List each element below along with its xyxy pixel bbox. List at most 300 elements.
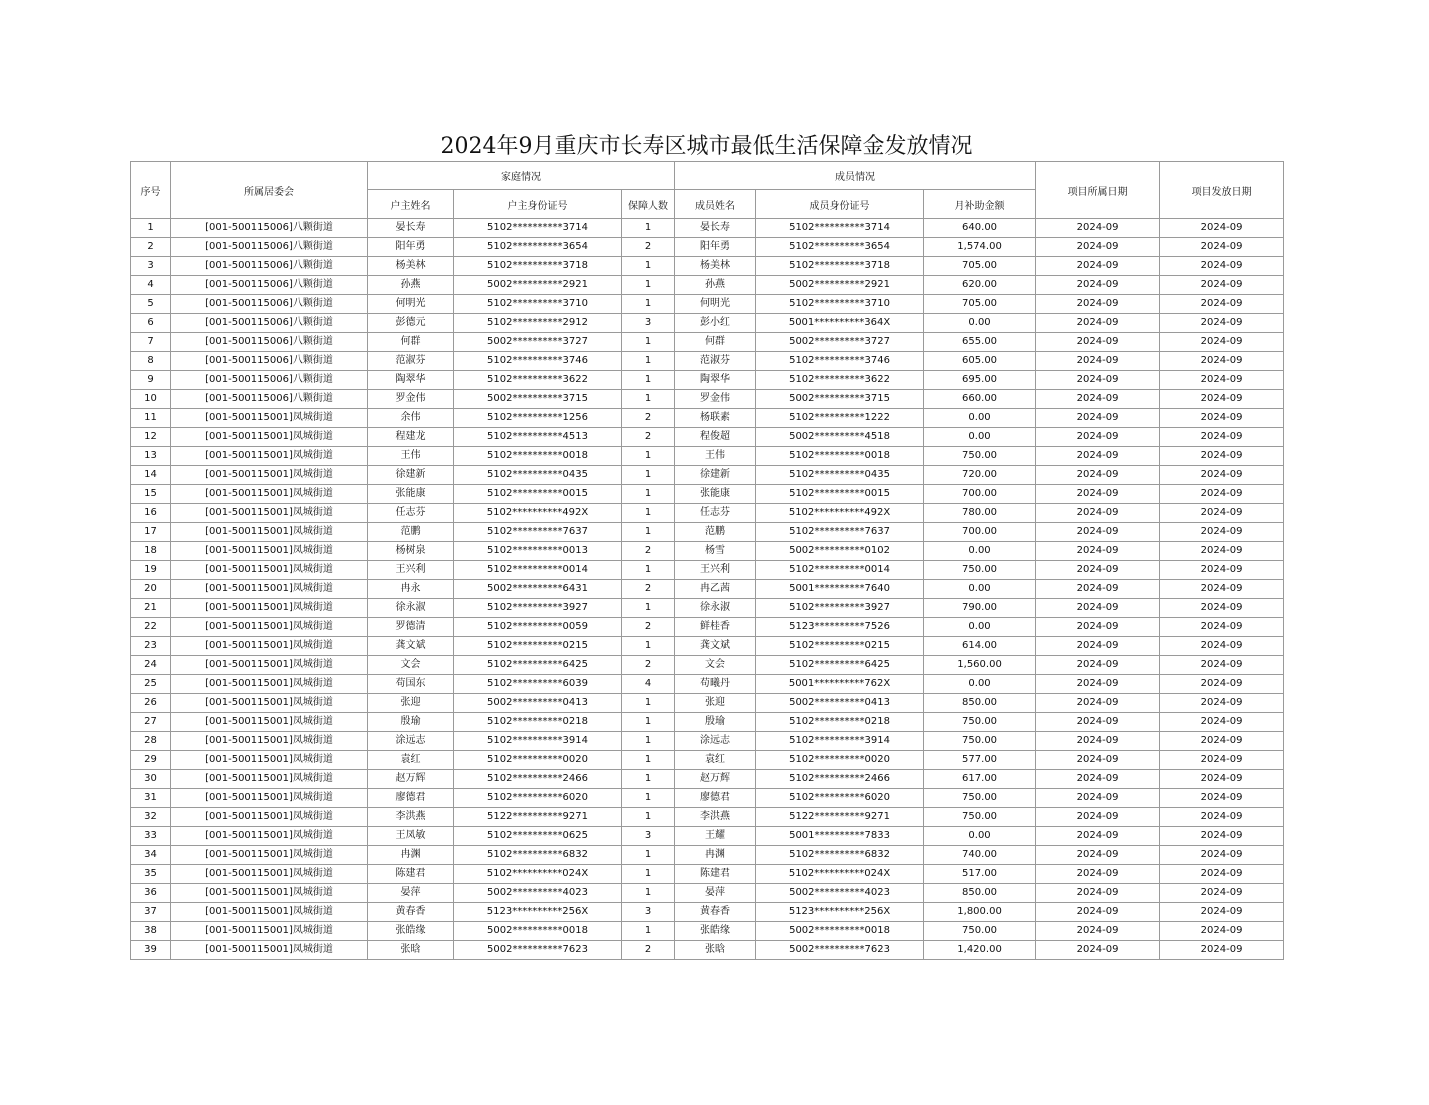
cell-count: 1 xyxy=(622,447,675,466)
cell-project-date: 2024-09 xyxy=(1036,827,1160,846)
cell-issue-date: 2024-09 xyxy=(1160,675,1284,694)
cell-issue-date: 2024-09 xyxy=(1160,865,1284,884)
cell-issue-date: 2024-09 xyxy=(1160,219,1284,238)
cell-seq: 11 xyxy=(131,409,171,428)
cell-member-id: 5002**********0102 xyxy=(756,542,924,561)
cell-count: 1 xyxy=(622,599,675,618)
cell-amount: 790.00 xyxy=(924,599,1036,618)
cell-member-id: 5002**********3715 xyxy=(756,390,924,409)
cell-issue-date: 2024-09 xyxy=(1160,618,1284,637)
cell-amount: 0.00 xyxy=(924,618,1036,637)
cell-issue-date: 2024-09 xyxy=(1160,694,1284,713)
header-seq: 序号 xyxy=(131,162,171,219)
cell-count: 1 xyxy=(622,694,675,713)
table-row xyxy=(131,922,1284,941)
cell-member-id: 5102**********3622 xyxy=(756,371,924,390)
cell-issue-date: 2024-09 xyxy=(1160,827,1284,846)
cell-count: 2 xyxy=(622,428,675,447)
cell-amount: 850.00 xyxy=(924,884,1036,903)
table-row xyxy=(131,656,1284,675)
cell-committee: [001-500115001]凤城街道 xyxy=(171,428,368,447)
table-row xyxy=(131,713,1284,732)
cell-amount: 1,560.00 xyxy=(924,656,1036,675)
cell-member-id: 5102**********3746 xyxy=(756,352,924,371)
cell-head-name: 殷瑜 xyxy=(368,713,454,732)
cell-member-id: 5102**********0015 xyxy=(756,485,924,504)
cell-count: 1 xyxy=(622,390,675,409)
cell-committee: [001-500115001]凤城街道 xyxy=(171,846,368,865)
header-committee: 所属居委会 xyxy=(171,162,368,219)
cell-project-date: 2024-09 xyxy=(1036,637,1160,656)
cell-member-name: 杨美林 xyxy=(675,257,756,276)
cell-member-id: 5123**********7526 xyxy=(756,618,924,637)
cell-member-name: 杨联素 xyxy=(675,409,756,428)
cell-issue-date: 2024-09 xyxy=(1160,808,1284,827)
cell-committee: [001-500115001]凤城街道 xyxy=(171,903,368,922)
cell-amount: 780.00 xyxy=(924,504,1036,523)
cell-committee: [001-500115001]凤城街道 xyxy=(171,542,368,561)
cell-head-name: 涂远志 xyxy=(368,732,454,751)
cell-seq: 25 xyxy=(131,675,171,694)
table-row xyxy=(131,808,1284,827)
cell-issue-date: 2024-09 xyxy=(1160,884,1284,903)
cell-member-id: 5102**********0018 xyxy=(756,447,924,466)
cell-head-id: 5002**********3715 xyxy=(454,390,622,409)
cell-issue-date: 2024-09 xyxy=(1160,257,1284,276)
cell-project-date: 2024-09 xyxy=(1036,884,1160,903)
cell-issue-date: 2024-09 xyxy=(1160,276,1284,295)
table-row xyxy=(131,409,1284,428)
cell-issue-date: 2024-09 xyxy=(1160,770,1284,789)
cell-head-name: 王兴利 xyxy=(368,561,454,580)
cell-count: 1 xyxy=(622,352,675,371)
cell-committee: [001-500115001]凤城街道 xyxy=(171,751,368,770)
cell-committee: [001-500115006]八颗街道 xyxy=(171,295,368,314)
cell-issue-date: 2024-09 xyxy=(1160,523,1284,542)
cell-amount: 0.00 xyxy=(924,314,1036,333)
cell-head-id: 5102**********0215 xyxy=(454,637,622,656)
cell-member-id: 5002**********0018 xyxy=(756,922,924,941)
cell-member-id: 5102**********7637 xyxy=(756,523,924,542)
cell-head-name: 黄春香 xyxy=(368,903,454,922)
cell-seq: 3 xyxy=(131,257,171,276)
cell-count: 2 xyxy=(622,580,675,599)
table-row xyxy=(131,371,1284,390)
cell-member-name: 张晗 xyxy=(675,941,756,960)
cell-head-id: 5102**********1256 xyxy=(454,409,622,428)
cell-head-id: 5102**********6832 xyxy=(454,846,622,865)
cell-count: 2 xyxy=(622,941,675,960)
cell-issue-date: 2024-09 xyxy=(1160,314,1284,333)
cell-head-name: 余伟 xyxy=(368,409,454,428)
cell-project-date: 2024-09 xyxy=(1036,428,1160,447)
cell-seq: 10 xyxy=(131,390,171,409)
cell-amount: 750.00 xyxy=(924,713,1036,732)
cell-amount: 577.00 xyxy=(924,751,1036,770)
cell-member-name: 李洪燕 xyxy=(675,808,756,827)
cell-issue-date: 2024-09 xyxy=(1160,846,1284,865)
cell-count: 4 xyxy=(622,675,675,694)
table-row xyxy=(131,561,1284,580)
cell-count: 2 xyxy=(622,409,675,428)
cell-head-name: 苟国东 xyxy=(368,675,454,694)
cell-project-date: 2024-09 xyxy=(1036,504,1160,523)
cell-head-id: 5102**********3622 xyxy=(454,371,622,390)
cell-head-name: 晏长寿 xyxy=(368,219,454,238)
header-head-id: 户主身份证号 xyxy=(454,190,622,219)
cell-head-name: 范淑芬 xyxy=(368,352,454,371)
cell-head-id: 5002**********4023 xyxy=(454,884,622,903)
cell-committee: [001-500115001]凤城街道 xyxy=(171,485,368,504)
cell-issue-date: 2024-09 xyxy=(1160,580,1284,599)
cell-project-date: 2024-09 xyxy=(1036,371,1160,390)
cell-project-date: 2024-09 xyxy=(1036,922,1160,941)
cell-seq: 14 xyxy=(131,466,171,485)
cell-head-name: 张晗 xyxy=(368,941,454,960)
cell-issue-date: 2024-09 xyxy=(1160,238,1284,257)
cell-member-name: 冉乙茜 xyxy=(675,580,756,599)
cell-amount: 705.00 xyxy=(924,295,1036,314)
cell-count: 1 xyxy=(622,561,675,580)
cell-count: 3 xyxy=(622,314,675,333)
table-row xyxy=(131,352,1284,371)
cell-member-id: 5102**********3710 xyxy=(756,295,924,314)
table-header xyxy=(131,162,1284,219)
cell-count: 1 xyxy=(622,466,675,485)
header-amount: 月补助金额 xyxy=(924,190,1036,219)
table-row xyxy=(131,447,1284,466)
cell-committee: [001-500115001]凤城街道 xyxy=(171,447,368,466)
cell-head-name: 晏萍 xyxy=(368,884,454,903)
cell-member-name: 王耀 xyxy=(675,827,756,846)
cell-committee: [001-500115001]凤城街道 xyxy=(171,865,368,884)
cell-project-date: 2024-09 xyxy=(1036,751,1160,770)
cell-seq: 19 xyxy=(131,561,171,580)
table-row xyxy=(131,675,1284,694)
table-row xyxy=(131,523,1284,542)
cell-issue-date: 2024-09 xyxy=(1160,295,1284,314)
cell-member-id: 5002**********4023 xyxy=(756,884,924,903)
cell-seq: 2 xyxy=(131,238,171,257)
cell-count: 1 xyxy=(622,295,675,314)
cell-issue-date: 2024-09 xyxy=(1160,447,1284,466)
cell-head-id: 5002**********6431 xyxy=(454,580,622,599)
cell-issue-date: 2024-09 xyxy=(1160,561,1284,580)
table-row xyxy=(131,219,1284,238)
cell-member-id: 5001**********7833 xyxy=(756,827,924,846)
cell-member-name: 殷瑜 xyxy=(675,713,756,732)
cell-issue-date: 2024-09 xyxy=(1160,637,1284,656)
cell-committee: [001-500115001]凤城街道 xyxy=(171,409,368,428)
cell-amount: 0.00 xyxy=(924,675,1036,694)
cell-committee: [001-500115006]八颗街道 xyxy=(171,390,368,409)
cell-committee: [001-500115001]凤城街道 xyxy=(171,504,368,523)
cell-head-id: 5102**********492X xyxy=(454,504,622,523)
table-row xyxy=(131,884,1284,903)
cell-member-name: 黄春香 xyxy=(675,903,756,922)
cell-issue-date: 2024-09 xyxy=(1160,409,1284,428)
cell-issue-date: 2024-09 xyxy=(1160,599,1284,618)
cell-amount: 640.00 xyxy=(924,219,1036,238)
cell-member-id: 5001**********7640 xyxy=(756,580,924,599)
header-member-name: 成员姓名 xyxy=(675,190,756,219)
cell-seq: 26 xyxy=(131,694,171,713)
cell-seq: 35 xyxy=(131,865,171,884)
cell-amount: 750.00 xyxy=(924,808,1036,827)
cell-committee: [001-500115006]八颗街道 xyxy=(171,371,368,390)
cell-member-id: 5102**********3718 xyxy=(756,257,924,276)
cell-head-name: 徐建新 xyxy=(368,466,454,485)
cell-amount: 660.00 xyxy=(924,390,1036,409)
header-project-date: 项目所属日期 xyxy=(1036,162,1160,219)
cell-member-name: 冉渊 xyxy=(675,846,756,865)
cell-committee: [001-500115006]八颗街道 xyxy=(171,352,368,371)
cell-member-name: 范鹏 xyxy=(675,523,756,542)
table-row xyxy=(131,941,1284,960)
cell-head-name: 彭德元 xyxy=(368,314,454,333)
cell-head-name: 罗金伟 xyxy=(368,390,454,409)
cell-member-name: 廖德君 xyxy=(675,789,756,808)
cell-member-id: 5102**********0435 xyxy=(756,466,924,485)
cell-head-id: 5102**********2466 xyxy=(454,770,622,789)
cell-count: 2 xyxy=(622,656,675,675)
cell-project-date: 2024-09 xyxy=(1036,675,1160,694)
cell-project-date: 2024-09 xyxy=(1036,903,1160,922)
cell-seq: 31 xyxy=(131,789,171,808)
cell-count: 1 xyxy=(622,276,675,295)
cell-head-name: 阳年勇 xyxy=(368,238,454,257)
cell-amount: 0.00 xyxy=(924,580,1036,599)
cell-committee: [001-500115006]八颗街道 xyxy=(171,276,368,295)
cell-member-name: 鲜桂香 xyxy=(675,618,756,637)
cell-amount: 0.00 xyxy=(924,827,1036,846)
cell-member-id: 5102**********2466 xyxy=(756,770,924,789)
cell-member-name: 何明光 xyxy=(675,295,756,314)
cell-count: 1 xyxy=(622,523,675,542)
cell-project-date: 2024-09 xyxy=(1036,789,1160,808)
cell-member-id: 5002**********3727 xyxy=(756,333,924,352)
cell-project-date: 2024-09 xyxy=(1036,618,1160,637)
cell-head-id: 5102**********6020 xyxy=(454,789,622,808)
table-row xyxy=(131,257,1284,276)
cell-amount: 655.00 xyxy=(924,333,1036,352)
cell-seq: 28 xyxy=(131,732,171,751)
cell-member-id: 5102**********0218 xyxy=(756,713,924,732)
cell-committee: [001-500115001]凤城街道 xyxy=(171,675,368,694)
cell-seq: 22 xyxy=(131,618,171,637)
cell-head-name: 王凤敏 xyxy=(368,827,454,846)
cell-member-id: 5102**********492X xyxy=(756,504,924,523)
cell-head-id: 5102**********0059 xyxy=(454,618,622,637)
cell-member-name: 杨雪 xyxy=(675,542,756,561)
cell-member-id: 5102**********3714 xyxy=(756,219,924,238)
cell-head-name: 赵万辉 xyxy=(368,770,454,789)
cell-committee: [001-500115001]凤城街道 xyxy=(171,523,368,542)
header-member-id: 成员身份证号 xyxy=(756,190,924,219)
cell-project-date: 2024-09 xyxy=(1036,694,1160,713)
cell-seq: 21 xyxy=(131,599,171,618)
cell-count: 1 xyxy=(622,637,675,656)
cell-project-date: 2024-09 xyxy=(1036,846,1160,865)
cell-committee: [001-500115001]凤城街道 xyxy=(171,732,368,751)
cell-member-id: 5102**********024X xyxy=(756,865,924,884)
cell-project-date: 2024-09 xyxy=(1036,276,1160,295)
cell-amount: 750.00 xyxy=(924,447,1036,466)
cell-member-id: 5102**********3927 xyxy=(756,599,924,618)
cell-project-date: 2024-09 xyxy=(1036,238,1160,257)
cell-amount: 750.00 xyxy=(924,789,1036,808)
cell-committee: [001-500115001]凤城街道 xyxy=(171,827,368,846)
cell-project-date: 2024-09 xyxy=(1036,390,1160,409)
cell-member-name: 晏长寿 xyxy=(675,219,756,238)
cell-project-date: 2024-09 xyxy=(1036,409,1160,428)
cell-project-date: 2024-09 xyxy=(1036,656,1160,675)
cell-head-name: 程建龙 xyxy=(368,428,454,447)
cell-issue-date: 2024-09 xyxy=(1160,352,1284,371)
cell-count: 2 xyxy=(622,618,675,637)
cell-count: 2 xyxy=(622,238,675,257)
cell-member-name: 王伟 xyxy=(675,447,756,466)
cell-head-id: 5102**********6425 xyxy=(454,656,622,675)
cell-seq: 7 xyxy=(131,333,171,352)
cell-head-id: 5102**********3654 xyxy=(454,238,622,257)
table-row xyxy=(131,276,1284,295)
cell-member-name: 王兴利 xyxy=(675,561,756,580)
cell-count: 1 xyxy=(622,884,675,903)
cell-head-id: 5102**********0014 xyxy=(454,561,622,580)
cell-issue-date: 2024-09 xyxy=(1160,941,1284,960)
cell-member-id: 5102**********1222 xyxy=(756,409,924,428)
cell-member-id: 5001**********364X xyxy=(756,314,924,333)
cell-committee: [001-500115006]八颗街道 xyxy=(171,314,368,333)
cell-project-date: 2024-09 xyxy=(1036,314,1160,333)
cell-amount: 0.00 xyxy=(924,542,1036,561)
cell-amount: 0.00 xyxy=(924,409,1036,428)
cell-member-id: 5123**********256X xyxy=(756,903,924,922)
table-row xyxy=(131,466,1284,485)
cell-project-date: 2024-09 xyxy=(1036,447,1160,466)
cell-head-id: 5002**********0413 xyxy=(454,694,622,713)
cell-issue-date: 2024-09 xyxy=(1160,390,1284,409)
cell-committee: [001-500115006]八颗街道 xyxy=(171,257,368,276)
cell-member-id: 5002**********7623 xyxy=(756,941,924,960)
page-title: 2024年9月重庆市长寿区城市最低生活保障金发放情况 xyxy=(440,134,973,159)
cell-seq: 37 xyxy=(131,903,171,922)
cell-committee: [001-500115001]凤城街道 xyxy=(171,599,368,618)
cell-issue-date: 2024-09 xyxy=(1160,371,1284,390)
cell-head-id: 5102**********0435 xyxy=(454,466,622,485)
cell-seq: 8 xyxy=(131,352,171,371)
cell-member-name: 赵万辉 xyxy=(675,770,756,789)
table-row xyxy=(131,751,1284,770)
cell-member-name: 任志芬 xyxy=(675,504,756,523)
table-row xyxy=(131,789,1284,808)
cell-committee: [001-500115001]凤城街道 xyxy=(171,770,368,789)
cell-amount: 1,800.00 xyxy=(924,903,1036,922)
cell-member-name: 张皓缘 xyxy=(675,922,756,941)
cell-seq: 4 xyxy=(131,276,171,295)
cell-head-id: 5002**********7623 xyxy=(454,941,622,960)
cell-project-date: 2024-09 xyxy=(1036,808,1160,827)
cell-project-date: 2024-09 xyxy=(1036,466,1160,485)
table-row xyxy=(131,618,1284,637)
cell-head-id: 5102**********2912 xyxy=(454,314,622,333)
cell-member-name: 袁红 xyxy=(675,751,756,770)
table-body xyxy=(131,219,1284,960)
cell-member-name: 张迎 xyxy=(675,694,756,713)
cell-head-id: 5122**********9271 xyxy=(454,808,622,827)
cell-project-date: 2024-09 xyxy=(1036,770,1160,789)
cell-issue-date: 2024-09 xyxy=(1160,428,1284,447)
cell-seq: 32 xyxy=(131,808,171,827)
cell-seq: 6 xyxy=(131,314,171,333)
cell-head-id: 5102**********3718 xyxy=(454,257,622,276)
cell-member-name: 文会 xyxy=(675,656,756,675)
table-row xyxy=(131,485,1284,504)
cell-seq: 9 xyxy=(131,371,171,390)
cell-issue-date: 2024-09 xyxy=(1160,542,1284,561)
cell-committee: [001-500115001]凤城街道 xyxy=(171,922,368,941)
cell-member-name: 徐建新 xyxy=(675,466,756,485)
cell-committee: [001-500115001]凤城街道 xyxy=(171,713,368,732)
cell-head-id: 5102**********3914 xyxy=(454,732,622,751)
cell-count: 1 xyxy=(622,257,675,276)
cell-member-name: 涂远志 xyxy=(675,732,756,751)
cell-head-name: 文会 xyxy=(368,656,454,675)
cell-head-name: 徐永淑 xyxy=(368,599,454,618)
cell-issue-date: 2024-09 xyxy=(1160,504,1284,523)
cell-project-date: 2024-09 xyxy=(1036,352,1160,371)
cell-issue-date: 2024-09 xyxy=(1160,466,1284,485)
cell-issue-date: 2024-09 xyxy=(1160,656,1284,675)
cell-amount: 700.00 xyxy=(924,485,1036,504)
cell-amount: 614.00 xyxy=(924,637,1036,656)
cell-member-id: 5102**********6020 xyxy=(756,789,924,808)
cell-project-date: 2024-09 xyxy=(1036,333,1160,352)
header-issue-date: 项目发放日期 xyxy=(1160,162,1284,219)
cell-head-id: 5102**********4513 xyxy=(454,428,622,447)
cell-head-name: 袁红 xyxy=(368,751,454,770)
cell-committee: [001-500115006]八颗街道 xyxy=(171,238,368,257)
cell-head-name: 王伟 xyxy=(368,447,454,466)
table-row xyxy=(131,580,1284,599)
cell-head-name: 何明光 xyxy=(368,295,454,314)
cell-committee: [001-500115001]凤城街道 xyxy=(171,656,368,675)
cell-count: 1 xyxy=(622,713,675,732)
cell-head-id: 5102**********3746 xyxy=(454,352,622,371)
cell-seq: 15 xyxy=(131,485,171,504)
cell-head-id: 5102**********3714 xyxy=(454,219,622,238)
cell-count: 1 xyxy=(622,219,675,238)
table-row xyxy=(131,694,1284,713)
table-row xyxy=(131,637,1284,656)
cell-member-name: 陶翠华 xyxy=(675,371,756,390)
cell-head-name: 罗德清 xyxy=(368,618,454,637)
cell-seq: 36 xyxy=(131,884,171,903)
cell-head-name: 陶翠华 xyxy=(368,371,454,390)
cell-committee: [001-500115001]凤城街道 xyxy=(171,884,368,903)
table-row xyxy=(131,504,1284,523)
table-row xyxy=(131,827,1284,846)
cell-amount: 617.00 xyxy=(924,770,1036,789)
cell-member-id: 5102**********3914 xyxy=(756,732,924,751)
cell-seq: 23 xyxy=(131,637,171,656)
header-member-group: 成员情况 xyxy=(675,162,1036,190)
cell-head-id: 5102**********0018 xyxy=(454,447,622,466)
header-head-name: 户主姓名 xyxy=(368,190,454,219)
cell-issue-date: 2024-09 xyxy=(1160,789,1284,808)
cell-member-id: 5102**********6425 xyxy=(756,656,924,675)
